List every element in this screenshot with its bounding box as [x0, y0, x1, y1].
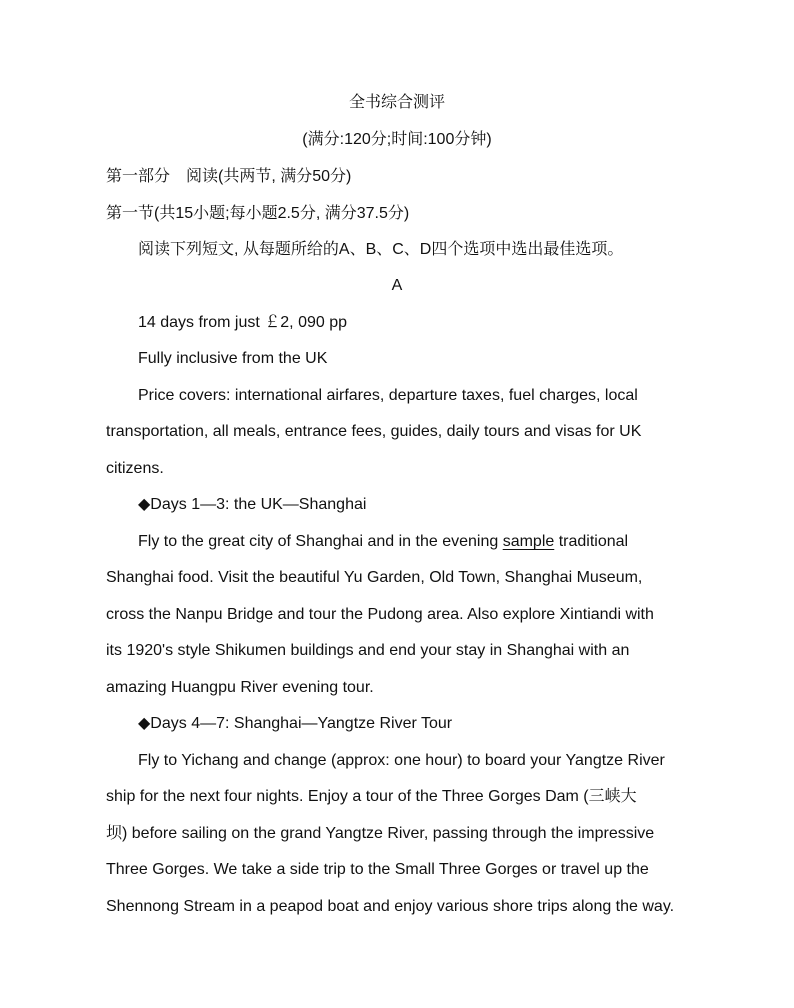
paragraph-line: amazing Huangpu River evening tour. — [106, 679, 374, 696]
paragraph-line: Shennong Stream in a peapod boat and enjoy various shore trips along the way. — [106, 898, 675, 915]
price-covers-line: citizens. — [106, 460, 164, 477]
price-line: 14 days from just ￡2, 090 pp — [138, 314, 348, 331]
instructions: 阅读下列短文, 从每题所给的A、B、C、D四个选项中选出最佳选项。 — [138, 241, 624, 258]
text-segment: Fly to the great city of Shanghai and in the evening — [138, 533, 503, 550]
paragraph-line: Three Gorges. We take a side trip to the Small Three Gorges or travel up the — [106, 861, 649, 878]
section1-heading: 第一节(共15小题;每小题2.5分, 满分37.5分) — [106, 205, 410, 222]
paragraph-line: Fly to Yichang and change (approx: one hour) to board your Yangtze River — [138, 752, 665, 769]
paragraph-line — [138, 532, 628, 552]
passage-label: A — [391, 277, 403, 294]
paragraph-line: Shanghai food. Visit the beautiful Yu Garden, Old Town, Shanghai Museum, — [106, 569, 643, 586]
score-info: (满分:120分;时间:100分钟) — [302, 131, 492, 148]
part1-heading: 第一部分 阅读(共两节, 满分50分) — [106, 168, 352, 185]
price-covers-line: transportation, all meals, entrance fees, guides, daily tours and visas for UK — [106, 423, 642, 440]
underlined-word: sample — [502, 533, 555, 550]
paragraph-line: its 1920's style Shikumen buildings and end your stay in Shanghai with an — [106, 642, 630, 659]
paragraph-line: cross the Nanpu Bridge and tour the Pudong area. Also explore Xintiandi with — [106, 606, 654, 623]
days-4-7-heading: ◆Days 4—7: Shanghai—Yangtze River Tour — [138, 715, 453, 732]
page-title: 全书综合测评 — [348, 94, 445, 111]
paragraph-line: 坝) before sailing on the grand Yangtze River, passing through the impressive — [106, 825, 655, 842]
price-covers-line: Price covers: international airfares, departure taxes, fuel charges, local — [138, 387, 638, 404]
days-1-3-heading: ◆Days 1—3: the UK—Shanghai — [138, 496, 367, 513]
paragraph-line: ship for the next four nights. Enjoy a tour of the Three Gorges Dam (三峡大 — [106, 788, 637, 805]
inclusive-line: Fully inclusive from the UK — [138, 350, 328, 367]
text-segment: traditional — [554, 533, 629, 550]
